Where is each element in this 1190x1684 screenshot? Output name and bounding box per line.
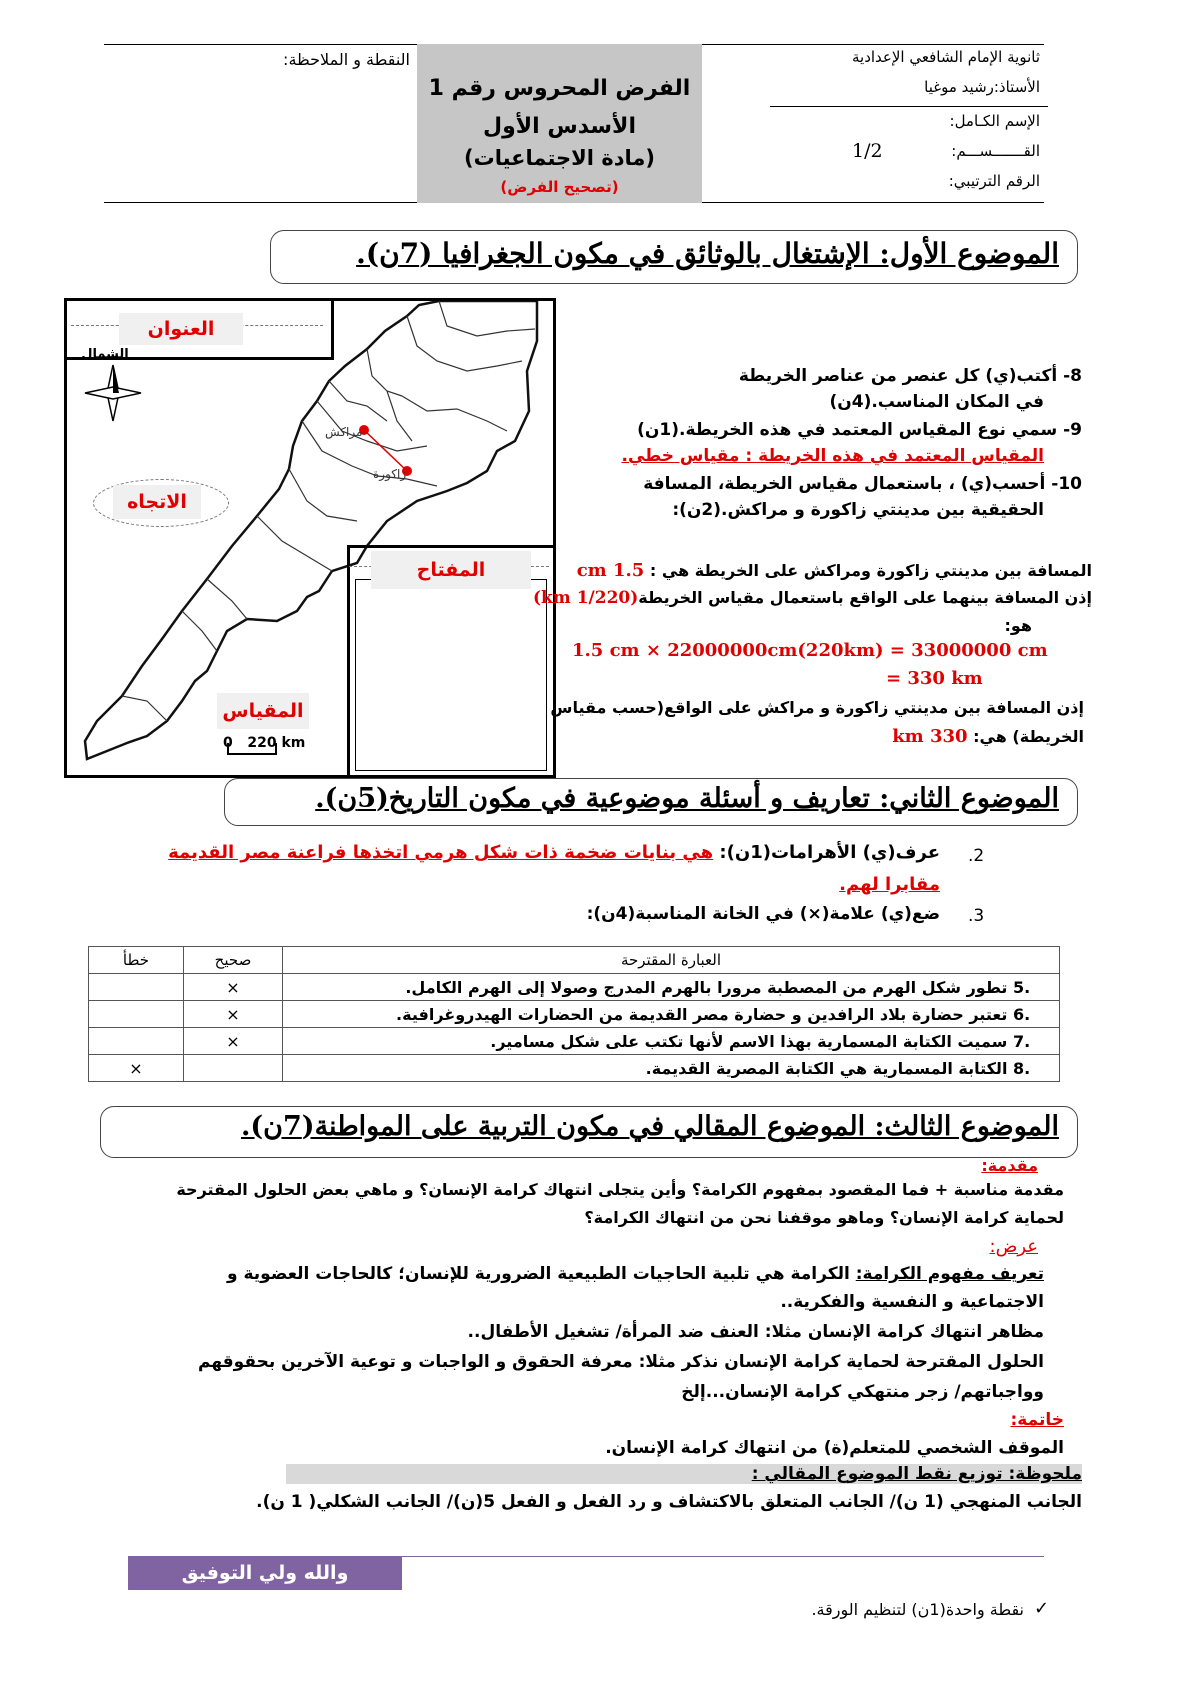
true-checkbox[interactable]: × bbox=[184, 1028, 283, 1055]
section1-banner bbox=[270, 230, 1078, 284]
q3-label: ضع(ي) علامة(×) في الخانة المناسبة(4ن): bbox=[586, 904, 940, 924]
north-label: الشمال bbox=[81, 347, 129, 362]
header-false: خطأ bbox=[89, 947, 184, 974]
intro-line2: لحماية كرامة الإنسان؟ وماهو موقفنا نحن من انتهاك الكرامة؟ bbox=[584, 1208, 1064, 1227]
true-checkbox[interactable]: × bbox=[184, 974, 283, 1001]
calc-line2: = 330 km bbox=[886, 668, 983, 689]
q10-line2: الحقيقية بين مدينتي زاكورة و مراكش.(2ن): bbox=[672, 500, 1044, 520]
answer-line5-text: الخريطة) هي: bbox=[973, 727, 1084, 746]
q2-answer-line2: مقابرا لهم. bbox=[839, 874, 940, 895]
false-checkbox[interactable] bbox=[89, 1001, 184, 1028]
body-line5: وواجباتهم/ زجر منتهكي كرامة الإنسان...إلخ bbox=[681, 1382, 1044, 1402]
full-name-label: الإسم الكـامل: bbox=[949, 112, 1040, 130]
answer-line3: هو: bbox=[1004, 616, 1032, 635]
direction-label: الاتجاه bbox=[113, 485, 201, 519]
conclusion-text: الموقف الشخصي للمتعلم(ة) من انتهاك كرامة الإنسان. bbox=[605, 1438, 1064, 1458]
table-row bbox=[89, 974, 1060, 1001]
class-label: القـــــــســـم: bbox=[951, 142, 1040, 160]
false-checkbox[interactable] bbox=[89, 1028, 184, 1055]
header-true: صحيح bbox=[184, 947, 283, 974]
correction-label: (تصحيح الفرض) bbox=[500, 178, 619, 196]
true-false-table bbox=[88, 946, 1060, 1082]
intro-line1: مقدمة مناسبة + فما المقصود بمفهوم الكرامة؟ وأين يتجلى انتهاك كرامة الإنسان؟ و ماهي بعض الحلول المقترحة bbox=[176, 1180, 1064, 1199]
map-scale-label: المقياس bbox=[217, 693, 309, 729]
section3-title: الموضوع الثالث: الموضوع المقالي في مكون التربية على المواطنة(7ن). bbox=[240, 1111, 1059, 1142]
body-line1 bbox=[227, 1264, 1044, 1284]
answer-line1-value: 1.5 cm bbox=[576, 560, 645, 581]
section2-title: الموضوع الثاني: تعاريف و أسئلة موضوعية في مكون التاريخ(5ن). bbox=[315, 783, 1059, 814]
q8-line1: 8- أكتب(ي) كل عنصر من عناصر الخريطة bbox=[738, 366, 1082, 386]
morocco-map bbox=[64, 298, 556, 778]
table-row bbox=[89, 1028, 1060, 1055]
q2-line1 bbox=[168, 842, 940, 863]
semester-title: الأسدس الأول bbox=[483, 114, 636, 139]
statement-cell: .6 تعتبر حضارة بلاد الرافدين و حضارة مصر القديمة من الحضارات الهيدروغرافية. bbox=[283, 1001, 1060, 1028]
table-header-row bbox=[89, 947, 1060, 974]
true-checkbox[interactable]: × bbox=[184, 1001, 283, 1028]
map-title-label: العنوان bbox=[119, 313, 243, 345]
note-label: ملحوظة: توزيع نقط الموضوع المقالي : bbox=[286, 1464, 1082, 1484]
q2-number: .2 bbox=[968, 846, 985, 866]
section3-banner bbox=[100, 1106, 1078, 1158]
statement-cell: .7 سميت الكتابة المسمارية بهذا الاسم لأنها تكتب على شكل مسامير. bbox=[283, 1028, 1060, 1055]
q9: 9- سمي نوع المقياس المعتمد في هذه الخريطة.(1ن) bbox=[637, 420, 1082, 440]
teacher-name: الأستاذ:رشيد موغيا bbox=[924, 78, 1040, 96]
definition-label: تعريف مفهوم الكرامة: bbox=[855, 1264, 1044, 1284]
statement-cell: .5 تطور شكل الهرم من المصطبة مرورا بالهرم المدرج وصولا إلى الهرم الكامل. bbox=[283, 974, 1060, 1001]
statement-cell: .8 الكتابة المسمارية هي الكتابة المصرية القديمة. bbox=[283, 1055, 1060, 1082]
subject-title: (مادة الاجتماعيات) bbox=[464, 146, 655, 170]
false-checkbox[interactable] bbox=[89, 974, 184, 1001]
answer-line1-text: المسافة بين مدينتي زاكورة ومراكش على الخريطة هي : bbox=[649, 561, 1092, 580]
compass-icon bbox=[85, 365, 141, 421]
check-icon: ✓ bbox=[1034, 1598, 1050, 1619]
body-line4: الحلول المقترحة لحماية كرامة الإنسان نذكر مثلا: معرفة الحقوق و الواجبات و توعية الآخرين بحقوقهم bbox=[197, 1352, 1044, 1372]
body-heading: عرض: bbox=[989, 1236, 1038, 1257]
closing-banner: والله ولي التوفيق bbox=[128, 1556, 402, 1590]
calc-line1: 1.5 cm × 22000000cm(220km) = 33000000 cm bbox=[572, 640, 1048, 661]
answer-line5-value: 330 km bbox=[892, 726, 968, 747]
section2-banner bbox=[224, 778, 1078, 826]
intro-heading: مقدمة: bbox=[981, 1156, 1038, 1175]
answer-line2-value: (1/220 km) bbox=[532, 588, 639, 608]
body-line2: الاجتماعية و النفسية والفكرية.. bbox=[780, 1292, 1044, 1312]
map-key-label: المفتاح bbox=[371, 551, 531, 589]
q3-number: .3 bbox=[968, 906, 985, 926]
header-statement: العبارة المقترحة bbox=[283, 947, 1060, 974]
test-title: الفرض المحروس رقم 1 bbox=[428, 76, 691, 101]
name-rule bbox=[770, 106, 1048, 107]
true-checkbox[interactable] bbox=[184, 1055, 283, 1082]
table-row bbox=[89, 1055, 1060, 1082]
q9-answer: المقياس المعتمد في هذه الخريطة : مقياس خطي. bbox=[621, 446, 1044, 466]
table-row bbox=[89, 1001, 1060, 1028]
note-text: الجانب المنهجي (1 ن)/ الجانب المتعلق بالاكتشاف و رد الفعل و الفعل 5(ن)/ الجانب الشكلي( 1 ن). bbox=[256, 1492, 1082, 1512]
false-checkbox[interactable]: × bbox=[89, 1055, 184, 1082]
body-line3: مظاهر انتهاك كرامة الإنسان مثلا: العنف ضد المرأة/ تشغيل الأطفال.. bbox=[467, 1322, 1044, 1342]
q2-label: عرف(ي) الأهرامات(1ن): bbox=[719, 842, 940, 863]
section1-title: الموضوع الأول: الإشتغال بالوثائق في مكون الجغرافيا (7ن). bbox=[356, 237, 1059, 270]
answer-line5 bbox=[892, 726, 1084, 747]
scale-text: 0 220 km bbox=[223, 735, 306, 751]
conclusion-heading: خاتمة: bbox=[1010, 1410, 1064, 1430]
school-name: ثانوية الإمام الشافعي الإعدادية bbox=[851, 48, 1040, 66]
answer-line2-text: إذن المسافة بينهما على الواقع باستعمال مقياس الخريطة bbox=[638, 588, 1092, 607]
map-key-inner bbox=[355, 579, 547, 771]
footer-note: نقطة واحدة(1ن) لتنظيم الورقة. bbox=[811, 1600, 1024, 1619]
class-value: 1/2 bbox=[852, 140, 883, 162]
grade-label: النقطة و الملاحظة: bbox=[283, 50, 410, 69]
city2-label: زاكورة bbox=[373, 467, 407, 481]
q2-answer-line1: هي بنايات ضخمة ذات شكل هرمي اتخذها فراعنة مصر القديمة bbox=[168, 842, 714, 863]
answer-line4: إذن المسافة بين مدينتي زاكورة و مراكش على الواقع(حسب مقياس bbox=[550, 698, 1084, 717]
city1-label: مراكش bbox=[325, 425, 363, 439]
answer-line2 bbox=[533, 588, 1092, 608]
order-label: الرقم الترتيبي: bbox=[948, 172, 1040, 190]
definition-text: الكرامة هي تلبية الحاجيات الطبيعية الضرورية للإنسان؛ كالحاجات العضوية و bbox=[226, 1264, 856, 1284]
q8-line2: في المكان المناسب.(4ن) bbox=[829, 392, 1044, 412]
answer-line1 bbox=[577, 560, 1092, 581]
q10-line1: 10- أحسب(ي) ، باستعمال مقياس الخريطة، المسافة bbox=[643, 474, 1082, 494]
